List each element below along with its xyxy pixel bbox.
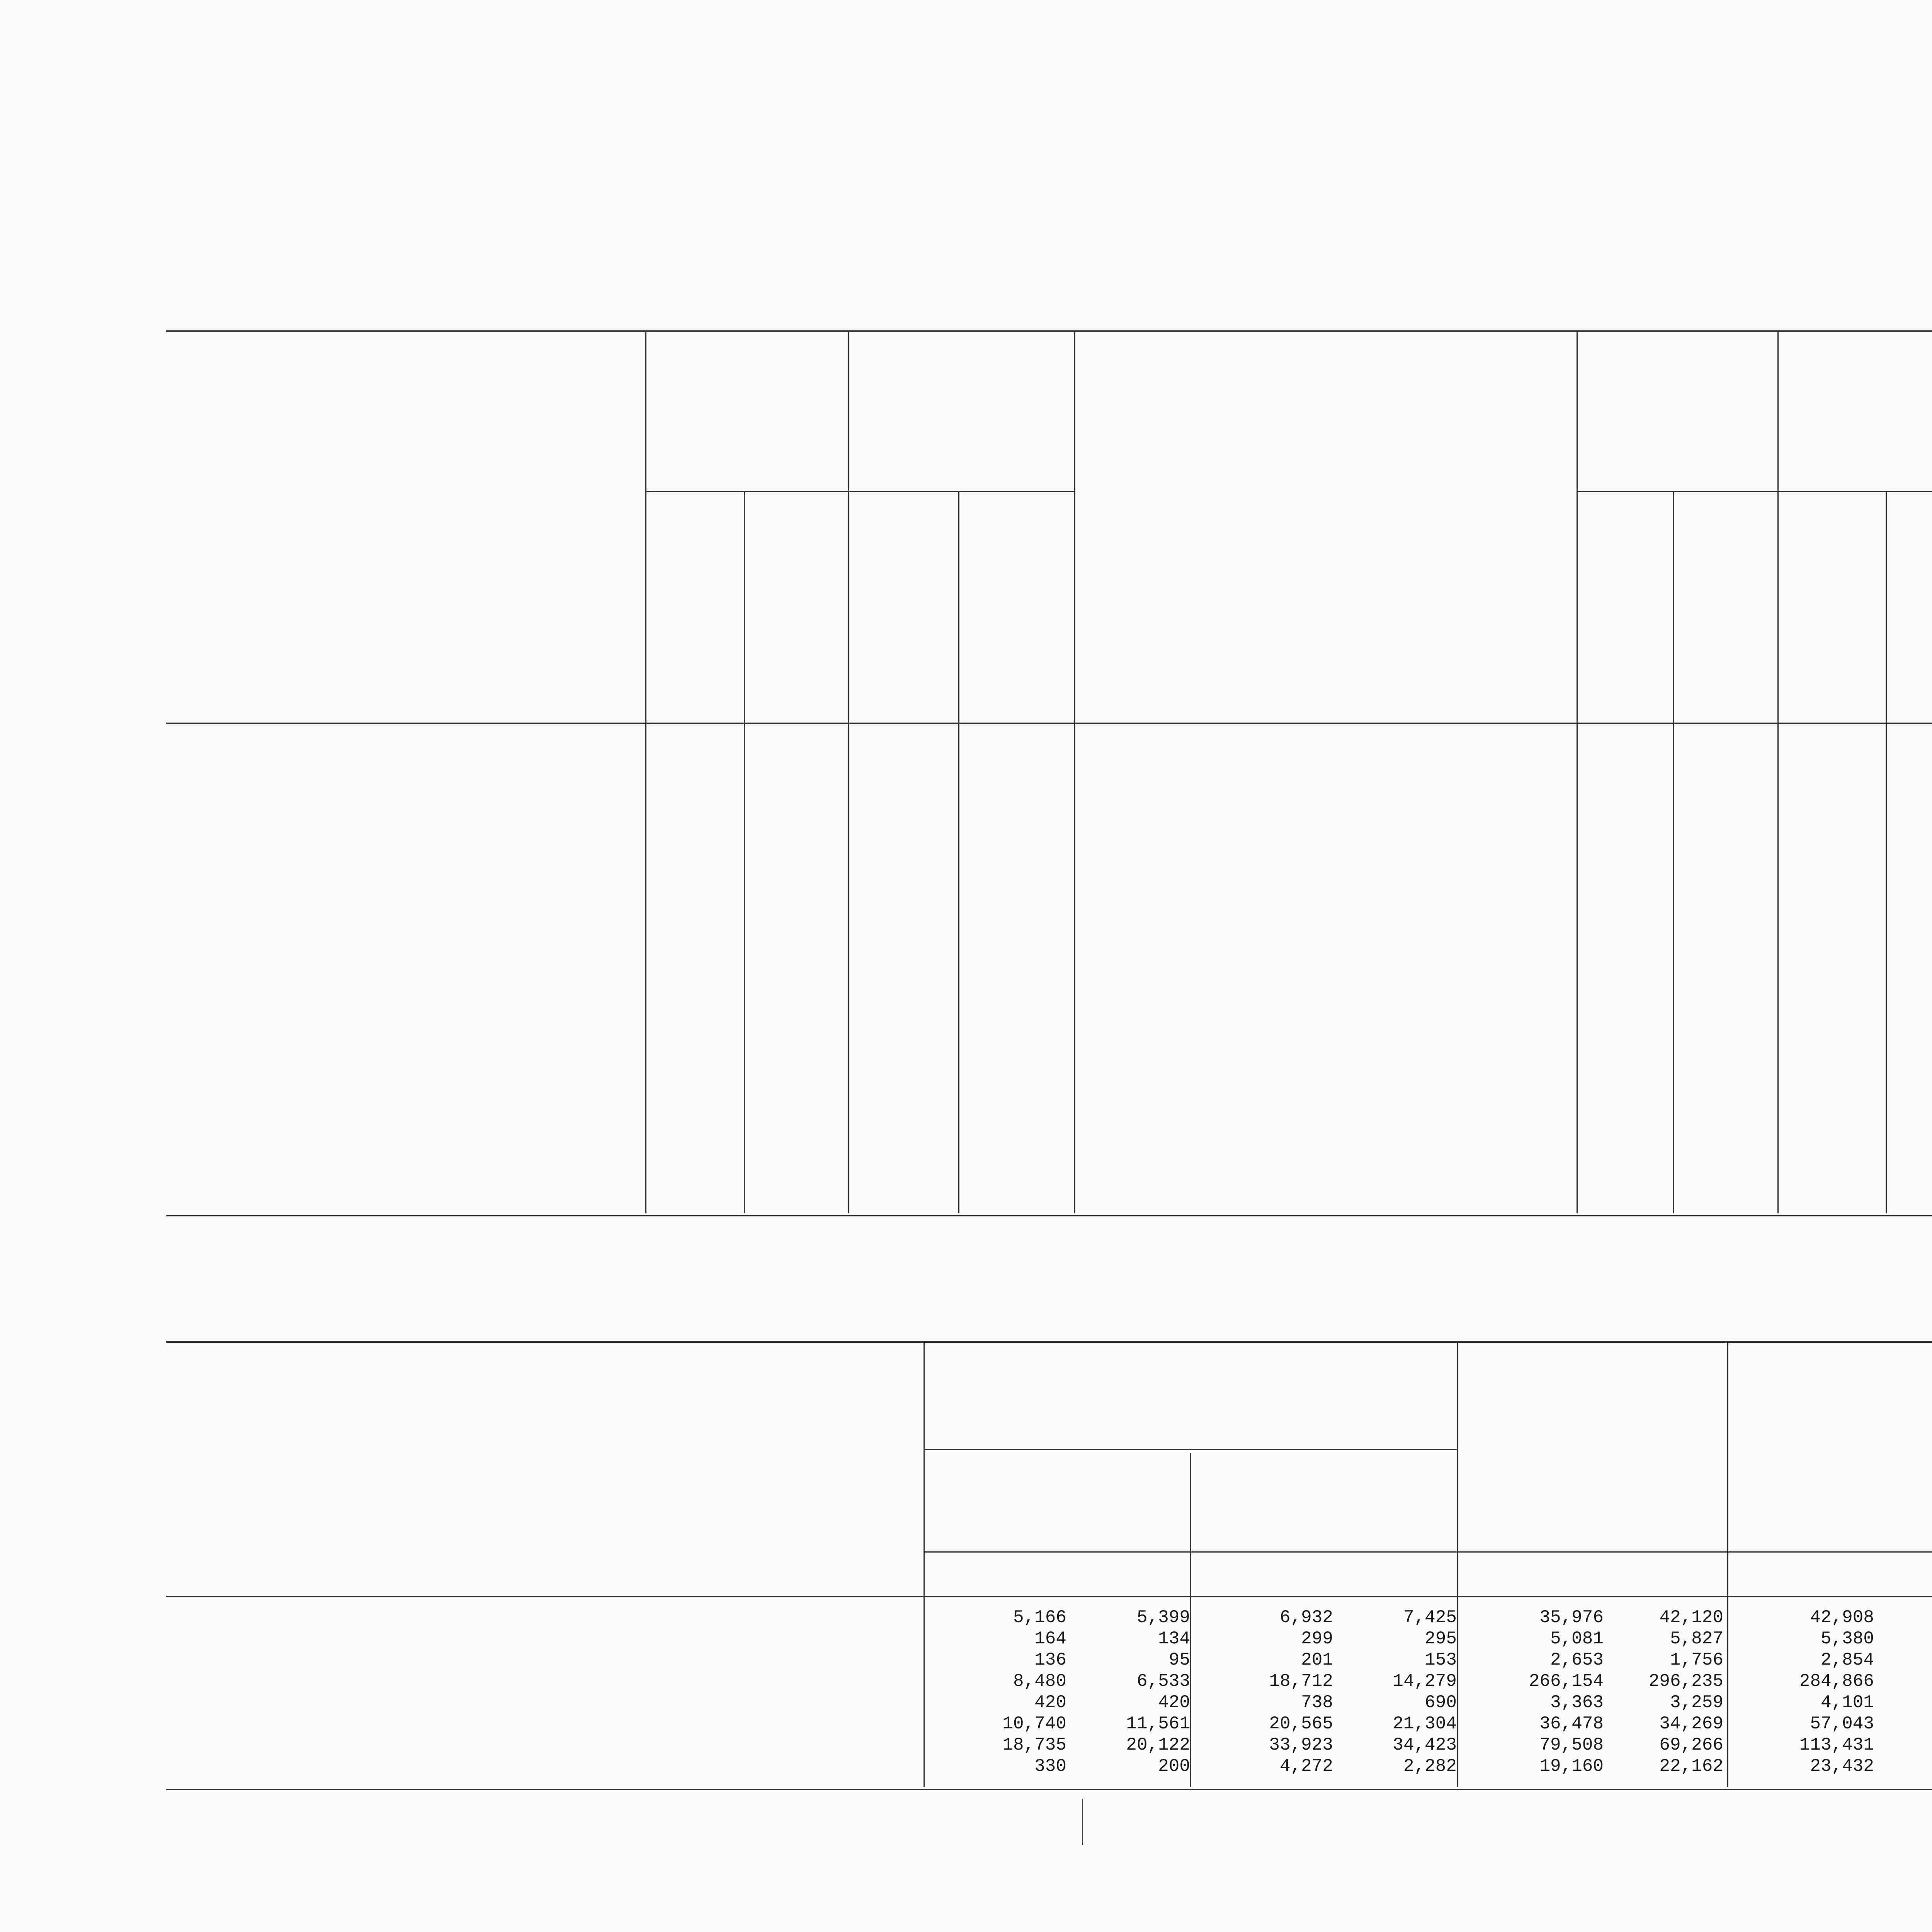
t25-cell: 690 bbox=[1425, 1692, 1457, 1713]
t25-cell: 57,043 bbox=[1810, 1714, 1874, 1734]
t25-cell: 164 bbox=[1034, 1629, 1066, 1649]
t24-vline bbox=[1673, 491, 1674, 1213]
t25-fn-divider bbox=[1082, 1799, 1083, 1845]
t25-cell: 2,854 bbox=[1820, 1650, 1874, 1670]
t25-cell: 6,533 bbox=[1136, 1671, 1190, 1691]
t25-cell: 7,425 bbox=[1403, 1607, 1457, 1628]
t25-cell: 20,122 bbox=[1126, 1735, 1190, 1755]
t25-cell: 20,565 bbox=[1269, 1714, 1333, 1734]
t25-cell: 153 bbox=[1425, 1650, 1457, 1670]
t25-cell bbox=[1859, 1629, 1932, 1649]
t25-cell: 330 bbox=[1034, 1756, 1066, 1776]
t25-cell: 8,480 bbox=[1013, 1671, 1066, 1691]
t24-header-rule bbox=[166, 723, 1932, 724]
t25-top-rule bbox=[166, 1341, 1932, 1343]
t25-cell: 34,269 bbox=[1659, 1714, 1723, 1734]
t25-cell bbox=[1859, 1714, 1932, 1734]
t25-cell: 22,162 bbox=[1659, 1756, 1723, 1776]
t25-cell: 5,399 bbox=[1136, 1607, 1190, 1628]
t24-vline bbox=[1886, 491, 1887, 1213]
t25-cell: 3,259 bbox=[1670, 1692, 1723, 1713]
t24-vline bbox=[848, 332, 849, 1213]
t25-cell: 5,827 bbox=[1670, 1629, 1723, 1649]
t25-cell: 299 bbox=[1301, 1629, 1333, 1649]
t25-cell: 296,235 bbox=[1648, 1671, 1723, 1691]
t25-cell: 21,304 bbox=[1393, 1714, 1457, 1734]
t25-cell: 201 bbox=[1301, 1650, 1333, 1670]
t25-cell bbox=[1859, 1756, 1932, 1776]
t25-cell: 18,712 bbox=[1269, 1671, 1333, 1691]
t24-vline bbox=[645, 332, 646, 1213]
t25-cell: 18,735 bbox=[1002, 1735, 1066, 1755]
t25-cell: 738 bbox=[1301, 1692, 1333, 1713]
t25-sub-rule bbox=[923, 1449, 1457, 1450]
t24-vline bbox=[1074, 332, 1075, 1213]
t25-cell: 19,160 bbox=[1539, 1756, 1604, 1776]
t25-cell: 420 bbox=[1158, 1692, 1190, 1713]
t25-year-rule bbox=[923, 1551, 1932, 1553]
t25-cell: 136 bbox=[1034, 1650, 1066, 1670]
t24-bottom-rule bbox=[166, 1215, 1932, 1216]
t25-cell: 10,740 bbox=[1002, 1714, 1066, 1734]
t25-cell: 5,166 bbox=[1013, 1607, 1066, 1628]
t25-cell: 1,756 bbox=[1670, 1650, 1723, 1670]
t25-cell: 266,154 bbox=[1529, 1671, 1604, 1691]
t24-sub-rule bbox=[1577, 491, 1932, 492]
t25-cell: 420 bbox=[1034, 1692, 1066, 1713]
t25-cell: 2,653 bbox=[1550, 1650, 1604, 1670]
t25-cell: 5,380 bbox=[1820, 1629, 1874, 1649]
t25-cell: 295 bbox=[1425, 1629, 1457, 1649]
t25-cell: 4,272 bbox=[1279, 1756, 1333, 1776]
t25-cell: 11,561 bbox=[1126, 1714, 1190, 1734]
t25-cell: 2,282 bbox=[1403, 1756, 1457, 1776]
t25-cell: 6,932 bbox=[1279, 1607, 1333, 1628]
t25-cell: 42,908 bbox=[1810, 1607, 1874, 1628]
t25-cell bbox=[1859, 1607, 1932, 1628]
t25-cell: 36,478 bbox=[1539, 1714, 1604, 1734]
t25-cell: 14,279 bbox=[1393, 1671, 1457, 1691]
t25-cell: 34,423 bbox=[1393, 1735, 1457, 1755]
t24-top-rule bbox=[166, 330, 1932, 332]
t25-cell bbox=[1859, 1671, 1932, 1691]
t25-cell: 200 bbox=[1158, 1756, 1190, 1776]
t25-cell: 35,976 bbox=[1539, 1607, 1604, 1628]
t25-cell: 33,923 bbox=[1269, 1735, 1333, 1755]
t25-header-rule bbox=[166, 1596, 1932, 1597]
t24-vline bbox=[1777, 332, 1779, 1213]
t25-cell: 284,866 bbox=[1799, 1671, 1874, 1691]
t25-cell: 23,432 bbox=[1810, 1756, 1874, 1776]
t25-cell bbox=[1859, 1735, 1932, 1755]
t25-cell: 4,101 bbox=[1820, 1692, 1874, 1713]
t24-vline bbox=[1577, 332, 1578, 1213]
t25-cell: 5,081 bbox=[1550, 1629, 1604, 1649]
t24-vline bbox=[958, 491, 959, 1213]
t25-cell: 69,266 bbox=[1659, 1735, 1723, 1755]
t25-cell: 42,120 bbox=[1659, 1607, 1723, 1628]
t25-cell: 79,508 bbox=[1539, 1735, 1604, 1755]
t25-cell: 134 bbox=[1158, 1629, 1190, 1649]
t25-cell bbox=[1859, 1650, 1932, 1670]
t25-cell: 3,363 bbox=[1550, 1692, 1604, 1713]
t25-cell: 95 bbox=[1168, 1650, 1190, 1670]
t24-vline bbox=[744, 491, 745, 1213]
t25-cell bbox=[1859, 1692, 1932, 1713]
t25-cell: 113,431 bbox=[1799, 1735, 1874, 1755]
t25-bottom-rule bbox=[166, 1789, 1932, 1790]
t24-sub-rule bbox=[645, 491, 1074, 492]
